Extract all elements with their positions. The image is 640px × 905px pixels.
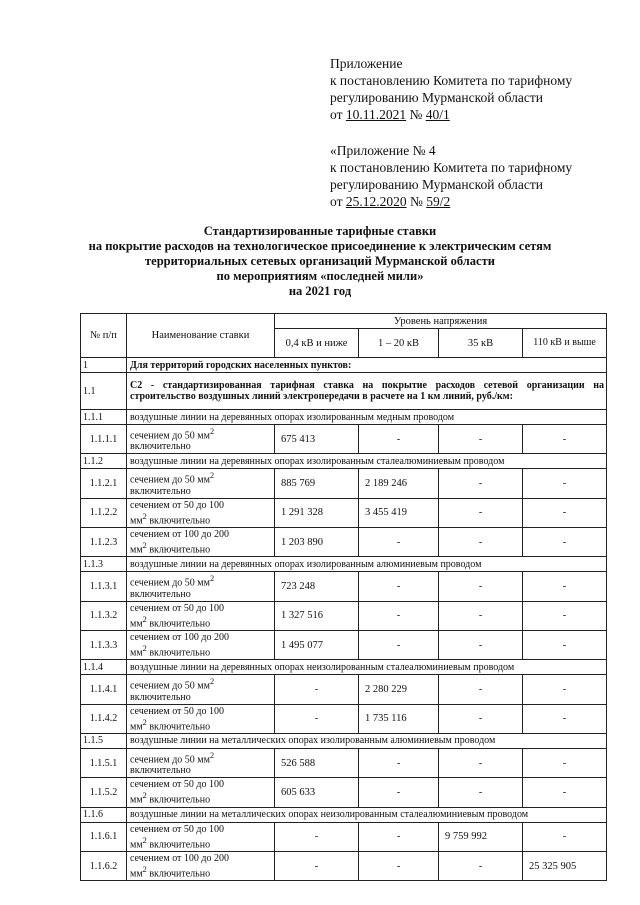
row-value-v2: 2 189 246 bbox=[359, 469, 439, 498]
row-value-v4: - bbox=[523, 425, 607, 454]
row-name bbox=[127, 675, 275, 704]
row-name-suffix: включительно bbox=[146, 647, 211, 659]
appendix-prefix: от bbox=[330, 107, 343, 122]
header-v1: 0,4 кВ и ниже bbox=[275, 329, 359, 358]
appendix-date: 10.11.2021 bbox=[345, 107, 407, 122]
row-name-text: сечением от 50 до 100 bbox=[130, 779, 225, 791]
row-name-suffix: включительно bbox=[130, 485, 191, 497]
row-name-sup: 2 bbox=[142, 643, 147, 653]
table-row bbox=[81, 748, 607, 777]
row-name-line1 bbox=[130, 706, 272, 717]
row-value-v1: 1 327 516 bbox=[275, 601, 359, 630]
appendix-date-line bbox=[330, 193, 572, 210]
row-num: 1.1.6.2 bbox=[81, 851, 127, 880]
row-name-unit: мм bbox=[130, 868, 143, 880]
row-num: 1.1.2.3 bbox=[81, 527, 127, 556]
document-title bbox=[60, 224, 580, 299]
row-num: 1.1.3.1 bbox=[81, 572, 127, 601]
row-name-text: сечением от 100 до 200 bbox=[130, 852, 230, 864]
row-value-v3: - bbox=[439, 498, 523, 527]
row-name-text: сечением до 50 мм bbox=[130, 474, 210, 486]
row-name-unit: мм bbox=[130, 617, 143, 629]
appendix-line: «Приложение № 4 bbox=[330, 143, 436, 158]
header-v3: 35 кВ bbox=[439, 329, 523, 358]
row-value-v3: - bbox=[439, 630, 523, 659]
row-value-v4: - bbox=[523, 469, 607, 498]
row-name-sup: 2 bbox=[209, 574, 215, 584]
table-row bbox=[81, 630, 607, 659]
row-name-suffix: включительно bbox=[130, 691, 191, 703]
table-row bbox=[81, 778, 607, 807]
row-value-v1: 885 769 bbox=[275, 469, 359, 498]
row-name bbox=[127, 630, 275, 659]
row-name-text: сечением до 50 мм bbox=[130, 577, 210, 589]
table-row bbox=[81, 572, 607, 601]
table-row bbox=[81, 601, 607, 630]
row-value-v3: - bbox=[439, 527, 523, 556]
group-row bbox=[81, 733, 607, 748]
row-name bbox=[127, 425, 275, 454]
row-name-unit: мм bbox=[130, 544, 143, 556]
group-title: воздушные линии на деревянных опорах неизолированным сталеалюминиевым проводом bbox=[127, 660, 607, 675]
row-name-line1 bbox=[130, 824, 272, 835]
row-name bbox=[127, 822, 275, 851]
row-name-unit: мм bbox=[130, 514, 143, 526]
section-title: Для территорий городских населенных пунктов: bbox=[127, 358, 607, 373]
table-row bbox=[81, 498, 607, 527]
appendix-reference-original bbox=[330, 142, 572, 210]
row-name-unit: мм bbox=[130, 794, 143, 806]
row-name-suffix: включительно bbox=[130, 588, 191, 600]
row-value-v1: - bbox=[275, 704, 359, 733]
appendix-line: Приложение bbox=[330, 56, 403, 71]
row-value-v1: 675 413 bbox=[275, 425, 359, 454]
row-value-v2: 3 455 419 bbox=[359, 498, 439, 527]
row-name-line1 bbox=[130, 853, 272, 864]
group-row bbox=[81, 410, 607, 425]
row-value-v4: - bbox=[523, 601, 607, 630]
appendix-reference-current bbox=[330, 55, 572, 123]
row-name-text: сечением от 100 до 200 bbox=[130, 631, 230, 643]
row-name-text: сечением от 100 до 200 bbox=[130, 528, 230, 540]
row-name-sup: 2 bbox=[142, 614, 147, 624]
row-name-sup: 2 bbox=[209, 427, 215, 436]
row-value-v4: - bbox=[523, 527, 607, 556]
row-value-v4: - bbox=[523, 822, 607, 851]
title-line: по мероприятиям «последней мили» bbox=[216, 269, 424, 283]
row-value-v2: - bbox=[359, 601, 439, 630]
row-name-line2 bbox=[130, 835, 272, 850]
row-num: 1.1.3.3 bbox=[81, 630, 127, 659]
row-name-line2 bbox=[130, 486, 272, 497]
group-num: 1.1.5 bbox=[81, 733, 127, 748]
table-row bbox=[81, 425, 607, 454]
row-name-suffix: включительно bbox=[146, 838, 211, 850]
appendix-prefix: от bbox=[330, 194, 343, 209]
table-row bbox=[81, 527, 607, 556]
row-value-v3: - bbox=[439, 675, 523, 704]
row-name-line2 bbox=[130, 864, 272, 879]
appendix-line: к постановлению Комитета по тарифному bbox=[330, 73, 573, 88]
row-value-v2: - bbox=[359, 822, 439, 851]
row-name-suffix: включительно bbox=[146, 868, 211, 880]
row-value-v2: 1 735 116 bbox=[359, 704, 439, 733]
row-name-text: сечением до 50 мм bbox=[130, 430, 210, 442]
row-name-suffix: включительно bbox=[146, 514, 211, 526]
row-name-sup: 2 bbox=[209, 750, 215, 760]
table-header-row bbox=[81, 314, 607, 329]
group-row bbox=[81, 557, 607, 572]
row-name-line2 bbox=[130, 614, 272, 629]
title-line: на 2021 год bbox=[288, 284, 352, 298]
row-name-text: сечением от 50 до 100 bbox=[130, 499, 225, 511]
row-name-line2 bbox=[130, 643, 272, 658]
group-row bbox=[81, 454, 607, 469]
row-name-unit: мм bbox=[130, 838, 143, 850]
row-name-suffix: включительно bbox=[146, 617, 211, 629]
row-name-suffix: включительно bbox=[146, 794, 211, 806]
row-name-sup: 2 bbox=[142, 864, 147, 874]
row-name-suffix: включительно bbox=[130, 765, 191, 777]
row-value-v1: - bbox=[275, 822, 359, 851]
row-name-line1 bbox=[130, 750, 272, 765]
row-value-v3: - bbox=[439, 601, 523, 630]
group-num: 1.1.4 bbox=[81, 660, 127, 675]
header-v4: 110 кВ и выше bbox=[523, 329, 607, 358]
row-num: 1.1.2.1 bbox=[81, 469, 127, 498]
row-value-v4: - bbox=[523, 778, 607, 807]
title-line: на покрытие расходов на технологическое присоединение к электрическим сетям bbox=[88, 239, 552, 253]
appendix-line: регулированию Мурманской области bbox=[330, 90, 543, 105]
row-name-sup: 2 bbox=[142, 511, 147, 521]
appendix-number: 59/2 bbox=[426, 194, 451, 209]
row-name-line1 bbox=[130, 676, 272, 691]
row-value-v1: 1 203 890 bbox=[275, 527, 359, 556]
header-name: Наименование ставки bbox=[127, 314, 275, 358]
group-title: воздушные линии на металлических опорах неизолированным сталеалюминиевым проводом bbox=[127, 807, 607, 822]
appendix-date-line bbox=[330, 106, 572, 123]
row-name-line1 bbox=[130, 426, 272, 441]
appendix-no-sign: № bbox=[409, 194, 423, 209]
header-v2: 1 – 20 кВ bbox=[359, 329, 439, 358]
row-name-suffix: включительно bbox=[130, 441, 191, 453]
group-title: воздушные линии на металлических опорах изолированным алюминиевым проводом bbox=[127, 733, 607, 748]
row-name-line1 bbox=[130, 529, 272, 540]
row-value-v3: - bbox=[439, 704, 523, 733]
row-value-v1: 1 495 077 bbox=[275, 630, 359, 659]
tariff-table bbox=[80, 313, 607, 881]
row-num: 1.1.3.2 bbox=[81, 601, 127, 630]
row-name-sup: 2 bbox=[142, 540, 147, 550]
header-num: № п/п bbox=[81, 314, 127, 358]
group-num: 1.1.3 bbox=[81, 557, 127, 572]
row-name-text: сечением до 50 мм bbox=[130, 680, 210, 692]
row-name-line2 bbox=[130, 692, 272, 703]
row-name bbox=[127, 469, 275, 498]
row-name-text: сечением от 50 до 100 bbox=[130, 705, 225, 717]
row-num: 1.1.4.2 bbox=[81, 704, 127, 733]
row-value-v4: 25 325 905 bbox=[523, 851, 607, 880]
row-name-line1 bbox=[130, 573, 272, 588]
row-name-suffix: включительно bbox=[146, 544, 211, 556]
row-name-line2 bbox=[130, 717, 272, 732]
row-value-v4: - bbox=[523, 675, 607, 704]
group-title: воздушные линии на деревянных опорах изолированным медным проводом bbox=[127, 410, 607, 425]
group-title: воздушные линии на деревянных опорах изолированным алюминиевым проводом bbox=[127, 557, 607, 572]
row-value-v3: 9 759 992 bbox=[439, 822, 523, 851]
row-value-v2: - bbox=[359, 572, 439, 601]
title-line: Стандартизированные тарифные ставки bbox=[203, 224, 437, 238]
row-name-line1 bbox=[130, 603, 272, 614]
row-num: 1.1.1.1 bbox=[81, 425, 127, 454]
row-num: 1.1.5.1 bbox=[81, 748, 127, 777]
row-name-line1 bbox=[130, 500, 272, 511]
row-name bbox=[127, 498, 275, 527]
c2-num: 1.1 bbox=[81, 373, 127, 410]
row-value-v1: - bbox=[275, 851, 359, 880]
row-name bbox=[127, 778, 275, 807]
row-name-line2 bbox=[130, 441, 272, 452]
section-num: 1 bbox=[81, 358, 127, 373]
row-name-text: сечением от 50 до 100 bbox=[130, 602, 225, 614]
row-value-v4: - bbox=[523, 748, 607, 777]
row-value-v2: - bbox=[359, 425, 439, 454]
row-num: 1.1.5.2 bbox=[81, 778, 127, 807]
row-name-unit: мм bbox=[130, 720, 143, 732]
row-value-v4: - bbox=[523, 572, 607, 601]
table-row bbox=[81, 851, 607, 880]
row-value-v3: - bbox=[439, 425, 523, 454]
table-row bbox=[81, 469, 607, 498]
row-name-sup: 2 bbox=[142, 835, 147, 845]
row-value-v3: - bbox=[439, 778, 523, 807]
title-line: территориальных сетевых организаций Мурманской области bbox=[145, 254, 495, 268]
row-name bbox=[127, 704, 275, 733]
row-name-line1 bbox=[130, 632, 272, 643]
row-value-v1: 1 291 328 bbox=[275, 498, 359, 527]
appendix-date: 25.12.2020 bbox=[345, 194, 407, 209]
row-name-text: сечением от 50 до 100 bbox=[130, 823, 225, 835]
row-num: 1.1.2.2 bbox=[81, 498, 127, 527]
row-value-v3: - bbox=[439, 469, 523, 498]
group-num: 1.1.2 bbox=[81, 454, 127, 469]
row-value-v1: 605 633 bbox=[275, 778, 359, 807]
row-value-v3: - bbox=[439, 748, 523, 777]
group-title: воздушные линии на деревянных опорах изолированным сталеалюминиевым проводом bbox=[127, 454, 607, 469]
row-name-sup: 2 bbox=[142, 717, 147, 727]
section-row bbox=[81, 358, 607, 373]
row-value-v2: - bbox=[359, 527, 439, 556]
row-num: 1.1.6.1 bbox=[81, 822, 127, 851]
group-row bbox=[81, 807, 607, 822]
row-name bbox=[127, 601, 275, 630]
row-name-sup: 2 bbox=[142, 791, 147, 801]
row-value-v4: - bbox=[523, 498, 607, 527]
row-name-text: сечением до 50 мм bbox=[130, 754, 210, 766]
row-name-sup: 2 bbox=[209, 677, 215, 687]
row-name-line2 bbox=[130, 540, 272, 555]
header-voltage: Уровень напряжения bbox=[275, 314, 607, 329]
row-name-sup: 2 bbox=[209, 471, 215, 481]
row-name-suffix: включительно bbox=[146, 720, 211, 732]
table-row bbox=[81, 704, 607, 733]
row-value-v2: - bbox=[359, 630, 439, 659]
row-value-v2: - bbox=[359, 851, 439, 880]
row-name-line2 bbox=[130, 511, 272, 526]
row-value-v1: - bbox=[275, 675, 359, 704]
row-name bbox=[127, 527, 275, 556]
row-value-v3: - bbox=[439, 572, 523, 601]
row-value-v2: - bbox=[359, 748, 439, 777]
row-value-v1: 526 588 bbox=[275, 748, 359, 777]
row-name bbox=[127, 572, 275, 601]
row-value-v4: - bbox=[523, 704, 607, 733]
row-name-line2 bbox=[130, 765, 272, 776]
row-name bbox=[127, 851, 275, 880]
row-value-v2: - bbox=[359, 778, 439, 807]
group-num: 1.1.6 bbox=[81, 807, 127, 822]
row-num: 1.1.4.1 bbox=[81, 675, 127, 704]
row-name-line1 bbox=[130, 470, 272, 485]
row-value-v4: - bbox=[523, 630, 607, 659]
appendix-line: к постановлению Комитета по тарифному bbox=[330, 160, 573, 175]
row-value-v1: 723 248 bbox=[275, 572, 359, 601]
appendix-line: регулированию Мурманской области bbox=[330, 177, 543, 192]
row-name bbox=[127, 748, 275, 777]
c2-title: С2 - стандартизированная тарифная ставка на покрытие расходов сетевой организации на строительство воздушных линий электропередачи в расчете на 1 км линий, руб./км: bbox=[127, 373, 607, 410]
table-row bbox=[81, 675, 607, 704]
group-num: 1.1.1 bbox=[81, 410, 127, 425]
row-name-line2 bbox=[130, 589, 272, 600]
row-name-line2 bbox=[130, 790, 272, 805]
appendix-number: 40/1 bbox=[425, 107, 450, 122]
row-value-v2: 2 280 229 bbox=[359, 675, 439, 704]
row-value-v3: - bbox=[439, 851, 523, 880]
row-name-unit: мм bbox=[130, 647, 143, 659]
group-row bbox=[81, 660, 607, 675]
c2-row bbox=[81, 373, 607, 410]
row-name-line1 bbox=[130, 779, 272, 790]
appendix-no-sign: № bbox=[409, 107, 423, 122]
table-row bbox=[81, 822, 607, 851]
